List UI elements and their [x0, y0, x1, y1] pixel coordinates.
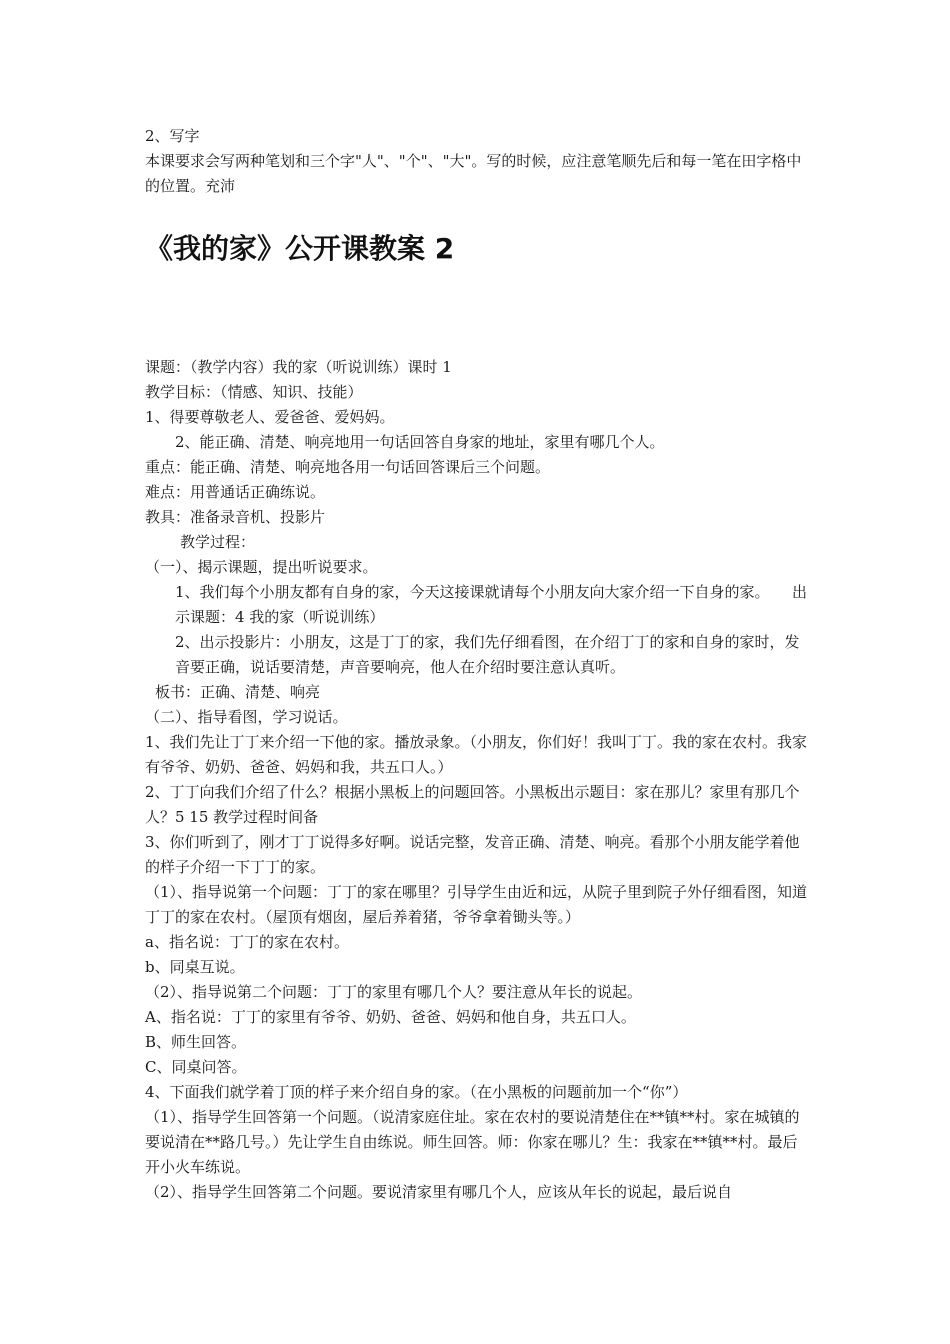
sub-item-4-1: （1）、指导学生回答第一个问题。（说清家庭住址。家在农村的要说清楚住在**镇**村。家在城镇的要说清在**路几号。）先让学生自由练说。师生回答。师：你家在哪儿？生：我家在**镇**村。最后开小火车练说。 [145, 1108, 800, 1176]
section-2-item-3: 3、你们听到了，刚才丁丁说得多好啊。说话完整，发音正确、清楚、响亮。看那个小朋友能学着他的样子介绍一下丁丁的家。 [145, 833, 800, 876]
spacer [145, 269, 810, 355]
section-1-heading: （一）、揭示课题，提出听说要求。 [145, 558, 378, 576]
goal-2: 2、能正确、清楚、响亮地用一句话回答自身家的地址，家里有哪几个人。 [175, 433, 665, 451]
intro-body: 本课要求会写两种笔划和三个字"人"、"个"、"大"。写的时候，应注意笔顺先后和每一笔在田字格中的位置。充沛 [145, 152, 802, 195]
process-heading: 教学过程： [180, 533, 256, 551]
sub-item-2: （2）、指导说第二个问题：丁丁的家里有哪几个人？要注意从年长的说起。 [145, 983, 643, 1001]
sub-item-2a: A、指名说：丁丁的家里有爷爷、奶奶、爸爸、妈妈和他自身，共五口人。 [145, 1008, 636, 1026]
section-1-item-2: 2、出示投影片：小朋友，这是丁丁的家，我们先仔细看图，在介绍丁丁的家和自身的家时，发音要正确，说话要清楚，声音要响亮，他人在介绍时要注意认真听。 [175, 633, 800, 676]
sub-item-2b: B、师生回答。 [145, 1033, 247, 1051]
section-2-item-2: 2、丁丁向我们介绍了什么？根据小黑板上的问题回答。小黑板出示题目：家在那儿？家里有那几个人？5 15 教学过程时间备 [145, 783, 800, 826]
document-title: 《我的家》公开课教案 2 [145, 232, 455, 265]
difficulty: 难点：用普通话正确练说。 [145, 483, 326, 501]
sub-item-1: （1）、指导说第一个问题：丁丁的家在哪里？引导学生由近和远，从院子里到院子外仔细看图，知道丁丁的家在农村。（屋顶有烟囱，屋后养着猪，爷爷拿着锄头等。） [145, 883, 808, 926]
document-page [145, 124, 810, 1205]
teaching-goals: 教学目标：（情感、知识、技能） [145, 383, 363, 401]
sub-item-2c: C、同桌问答。 [145, 1058, 247, 1076]
sub-item-4-2: （2）、指导学生回答第二个问题。要说清家里有哪几个人，应该从年长的说起，最后说自 [145, 1183, 733, 1201]
section-1-item-1: 1、我们每个小朋友都有自身的家，今天这接课就请每个小朋友向大家介绍一下自身的家。 出示课题：4 我的家（听说训练） [175, 583, 808, 626]
sub-item-1b: b、同桌互说。 [145, 958, 245, 976]
sub-item-1a: a、指名说：丁丁的家在农村。 [145, 933, 349, 951]
section-2-item-1: 1、我们先让丁丁来介绍一下他的家。播放录象。（小朋友，你们好！我叫丁丁。我的家在农村。我家有爷爷、奶奶、爸爸、妈妈和我，共五口人。） [145, 733, 808, 776]
section-2-item-4: 4、下面我们就学着丁顶的样子来介绍自身的家。（在小黑板的问题前加一个“你”） [145, 1083, 688, 1101]
goal-1: 1、得要尊敬老人、爱爸爸、爱妈妈。 [145, 408, 395, 426]
intro-heading: 2、写字 [145, 127, 200, 145]
blackboard-note: 板书：正确、清楚、响亮 [155, 683, 321, 701]
lesson-topic: 课题：（教学内容）我的家（听说训练）课时 1 [145, 358, 452, 376]
section-2-heading: （二）、指导看图，学习说话。 [145, 708, 348, 726]
teaching-aids: 教具：准备录音机、投影片 [145, 508, 326, 526]
key-point: 重点：能正确、清楚、响亮地各用一句话回答课后三个问题。 [145, 458, 551, 476]
